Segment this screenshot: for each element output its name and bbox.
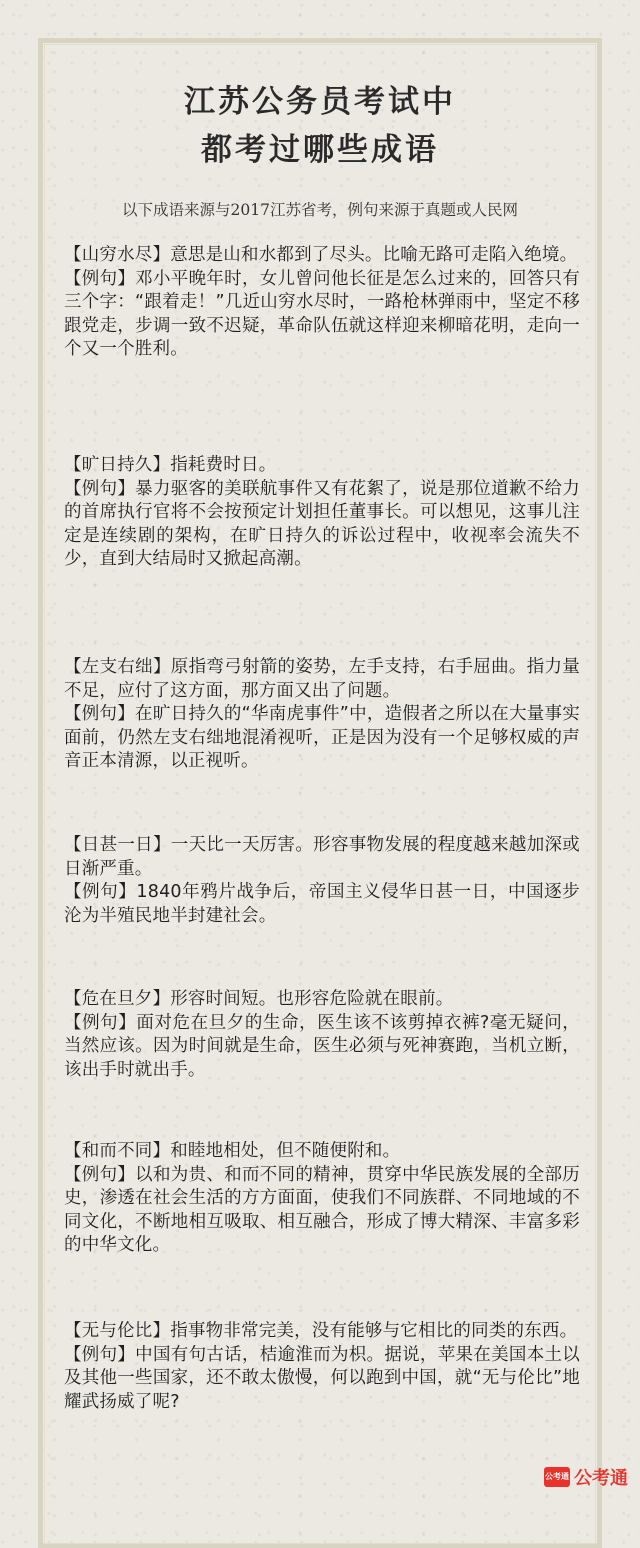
idiom-entry	[64, 1320, 580, 1414]
idiom-example: 【例句】面对危在旦夕的生命，医生该不该剪掉衣裤?毫无疑问，当然应该。因为时间就是生命，医生必须与死神赛跑，当机立断，该出手时就出手。	[64, 1012, 580, 1080]
idiom-definition: 【无与伦比】指事物非常完美，没有能够与它相比的同类的东西。	[64, 1321, 578, 1341]
idiom-definition: 【危在旦夕】形容时间短。也形容危险就在眼前。	[64, 989, 454, 1009]
idiom-example: 【例句】1840年鸦片战争后，帝国主义侵华日甚一日，中国逐步沦为半殖民地半封建社会。	[64, 882, 580, 926]
idiom-definition: 【日甚一日】一天比一天厉害。形容事物发展的程度越来越加深或日渐严重。	[64, 835, 580, 879]
idiom-entry	[64, 1140, 580, 1258]
idiom-entry	[64, 454, 580, 572]
intro-text: 以下成语来源与2017江苏省考，例句来源于真题或人民网	[122, 201, 518, 219]
idiom-example: 【例句】暴力驱客的美联航事件又有花絮了，说是那位道歉不给力的首席执行官将不会按预定计划担任董事长。可以想见，这事儿注定是连续剧的架构，在旷日持久的诉讼过程中，收视率会流失不少，直到大结局时又掀起高潮。	[64, 478, 580, 569]
brand-logo	[544, 1464, 628, 1490]
idiom-entry	[64, 244, 580, 362]
idiom-definition: 【和而不同】和睦地相处，但不随便附和。	[64, 1141, 401, 1161]
idiom-definition: 【山穷水尽】意思是山和水都到了尽头。比喻无路可走陷入绝境。	[64, 245, 578, 265]
idiom-entry	[64, 834, 580, 928]
idiom-example: 【例句】以和为贵、和而不同的精神，贯穿中华民族发展的全部历史，渗透在社会生活的方方面面，使我们不同族群、不同地域的不同文化，不断地相互吸取、相互融合，形成了博大精深、丰富多彩的中华文化。	[64, 1164, 580, 1255]
page-title-line2: 都考过哪些成语	[201, 132, 439, 168]
brand-logo-text: 公考通	[574, 1468, 628, 1489]
brand-logo-icon: 公考通	[544, 1467, 570, 1487]
idiom-entry	[64, 988, 580, 1082]
idiom-definition: 【旷日持久】指耗费时日。	[64, 455, 277, 475]
page-title-line1: 江苏公务员考试中	[184, 84, 456, 120]
idiom-example: 【例句】邓小平晚年时，女儿曾问他长征是怎么过来的，回答只有三个字：“跟着走！”几近山穷水尽时，一路枪林弹雨中，坚定不移跟党走，步调一致不迟疑，革命队伍就这样迎来柳暗花明，走向一个又一个胜利。	[64, 268, 580, 359]
idiom-example: 【例句】中国有句古话，桔逾淮而为枳。据说，苹果在美国本土以及其他一些国家，还不敢太傲慢，何以跑到中国，就“无与伦比”地耀武扬威了呢?	[64, 1344, 580, 1412]
idiom-example: 【例句】在旷日持久的“华南虎事件”中，造假者之所以在大量事实面前，仍然左支右绌地混淆视听，正是因为没有一个足够权威的声音正本清源，以正视听。	[64, 704, 580, 771]
idiom-entry	[64, 656, 580, 774]
idiom-definition: 【左支右绌】原指弯弓射箭的姿势，左手支持，右手屈曲。指力量不足，应付了这方面，那方面又出了问题。	[64, 657, 580, 701]
